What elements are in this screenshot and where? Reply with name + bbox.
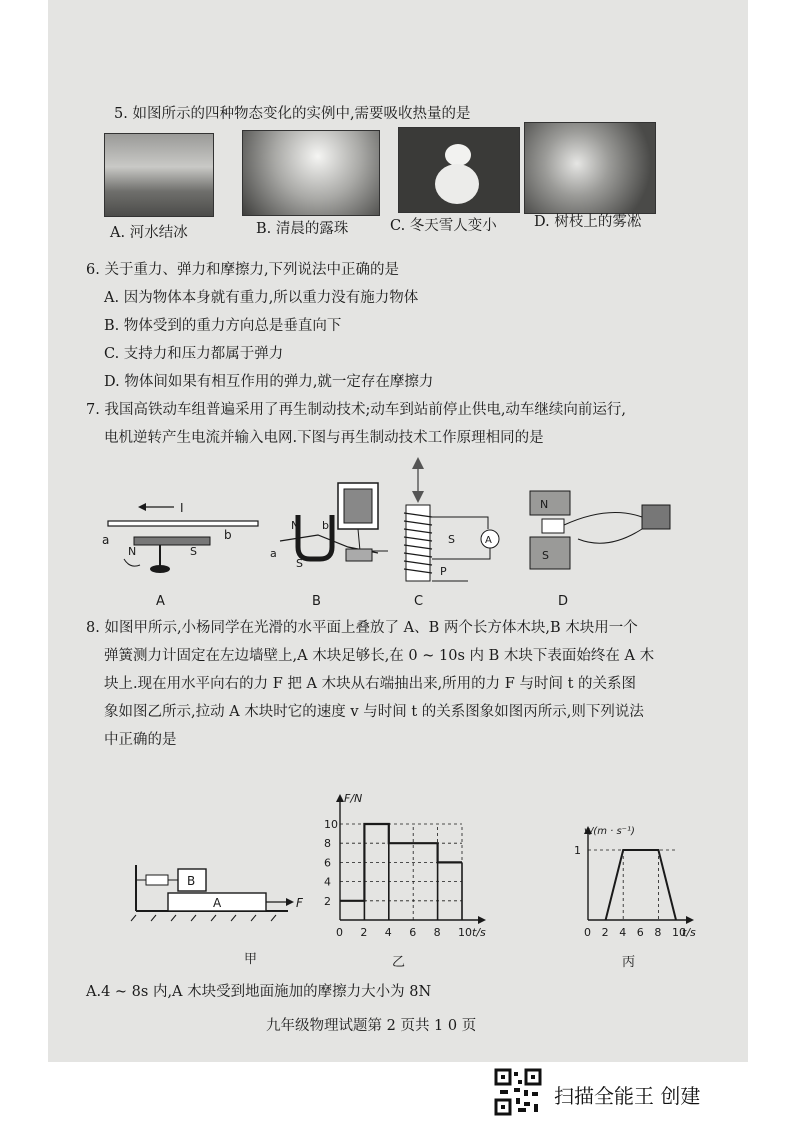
x-axis-arrow	[478, 916, 486, 924]
q8-line2: 弹簧测力计固定在左边墙壁上,A 木块足够长,在 0 ~ 10s 内 B 木块下表面始终在 A 木	[104, 648, 655, 664]
photo-rime-branches	[524, 122, 656, 214]
x-axis-label: t/s	[682, 926, 696, 939]
q8-line5: 中正确的是	[104, 732, 177, 748]
y-tick-label: 1	[574, 844, 581, 857]
fig-a-current: I	[180, 501, 184, 515]
x-tick-label: 2	[360, 926, 368, 939]
fig-b-pole-n: N	[291, 519, 300, 532]
chart-force-time	[318, 770, 498, 970]
q7-stem-line2: 电机逆转产生电流并输入电网.下图与再生制动技术工作原理相同的是	[104, 430, 544, 446]
q5-option-d: D. 树枝上的雾凇	[534, 214, 642, 230]
fig-d-caption: D	[558, 594, 569, 609]
fig-a-label-b: b	[224, 528, 232, 542]
x-tick-label: 0	[336, 926, 343, 939]
chart-caption: 乙	[392, 955, 406, 970]
x-axis-label: t/s	[472, 926, 486, 939]
x-tick-label: 6	[409, 926, 417, 939]
jia-block-a: A	[213, 896, 222, 910]
y-axis-label: F/N	[344, 792, 363, 805]
jia-block-b: B	[187, 874, 196, 888]
x-tick-label: 6	[636, 926, 644, 939]
q6-option-b: B. 物体受到的重力方向总是垂直向下	[104, 318, 342, 334]
q5-stem: 5. 如图所示的四种物态变化的实例中,需要吸收热量的是	[114, 106, 471, 122]
fig-b-caption: B	[312, 594, 321, 609]
y-tick-label: 6	[324, 856, 331, 870]
chart-caption: 丙	[622, 955, 636, 970]
fig-d-pole-n: N	[540, 498, 549, 511]
fig-d-pole-s: S	[542, 549, 549, 562]
q7-stem-line1: 7. 我国高铁动车组普遍采用了再生制动技术;动车到站前停止供电,动车继续向前运行,	[86, 402, 627, 418]
jia-caption: 甲	[244, 952, 258, 967]
fig-b-pole-s: S	[296, 557, 303, 570]
y-axis-label: v/(m · s⁻¹)	[584, 826, 635, 837]
x-tick-label: 8	[654, 926, 662, 939]
series-velocity	[606, 850, 676, 920]
photo-river-ice	[104, 133, 214, 217]
q8-line3: 块上.现在用水平向右的力 F 把 A 木块从右端抽出来,所用的力 F 与时间 t 的关系图	[104, 676, 637, 692]
fig-c-ammeter: A	[485, 535, 492, 546]
fig-c-label-p: P	[440, 565, 447, 578]
x-tick-label: 4	[384, 926, 392, 939]
x-axis-arrow	[686, 916, 694, 924]
q7-figure-b	[270, 483, 388, 609]
photo-dew-drops	[242, 130, 380, 216]
x-tick-label: 0	[584, 926, 591, 939]
fig-a-caption: A	[156, 594, 165, 609]
qr-code-icon	[494, 1068, 542, 1116]
y-tick-label: 4	[324, 875, 331, 889]
q5-option-a: A. 河水结冰	[110, 225, 188, 241]
page-footer: 九年级物理试题第 2 页共 1 0 页	[266, 1018, 477, 1034]
y-tick-label: 2	[324, 894, 331, 908]
q6-option-a: A. 因为物体本身就有重力,所以重力没有施力物体	[104, 290, 419, 306]
q7-figure-d	[530, 491, 670, 609]
fig-a-pole-n: N	[128, 545, 137, 558]
scanner-mark: 扫描全能王 创建	[554, 1084, 701, 1108]
exam-page	[48, 0, 748, 1062]
q6-option-c: C. 支持力和压力都属于弹力	[104, 346, 284, 362]
fig-c-caption: C	[414, 594, 424, 609]
q8-figure-jia	[128, 855, 303, 967]
fig-a-label-a: a	[102, 533, 110, 547]
y-axis-arrow	[336, 794, 344, 802]
x-tick-label: 10	[458, 926, 472, 939]
q8-line4: 象如图乙所示,拉动 A 木块时它的速度 v 与时间 t 的关系图象如图丙所示,则下列说法	[104, 704, 644, 720]
fig-a-pole-s: S	[190, 545, 197, 558]
y-tick-label: 8	[324, 837, 331, 851]
q6-option-d: D. 物体间如果有相互作用的弹力,就一定存在摩擦力	[104, 374, 434, 390]
x-tick-label: 8	[433, 926, 441, 939]
q7-figure-c	[404, 457, 499, 609]
x-tick-label: 2	[601, 926, 609, 939]
q6-stem: 6. 关于重力、弹力和摩擦力,下列说法中正确的是	[86, 262, 400, 278]
x-tick-label: 4	[619, 926, 627, 939]
photo-snowman	[398, 127, 520, 213]
jia-force-label: F	[296, 896, 303, 910]
q5-option-b: B. 清晨的露珠	[256, 221, 349, 237]
scanner-footer	[0, 1062, 794, 1124]
q5-option-c: C. 冬天雪人变小	[390, 218, 497, 234]
fig-c-pole-s: S	[448, 533, 455, 546]
x-tick-label: 10	[672, 926, 686, 939]
chart-velocity-time	[518, 810, 698, 970]
q7-figures	[48, 455, 748, 615]
q8-option-a: A.4 ~ 8s 内,A 木块受到地面施加的摩擦力大小为 8N	[86, 984, 432, 1000]
fig-b-label-a: a	[270, 547, 277, 560]
y-tick-label: 10	[324, 818, 338, 831]
fig-b-label-b: b	[322, 519, 329, 532]
q8-line1: 8. 如图甲所示,小杨同学在光滑的水平面上叠放了 A、B 两个长方体木块,B 木块用一个	[86, 620, 638, 636]
q7-figure-a	[102, 501, 258, 609]
